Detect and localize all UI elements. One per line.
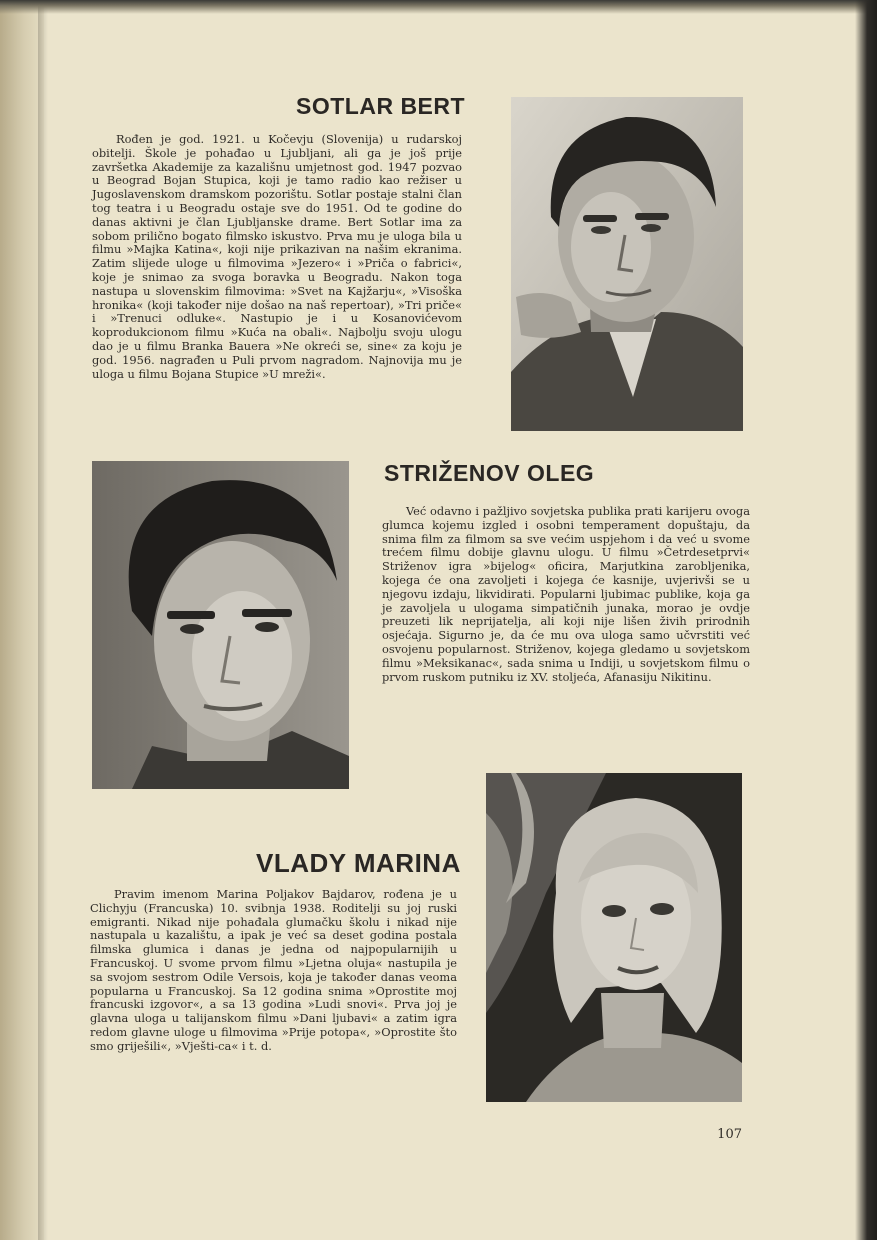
right-page-edge (855, 0, 877, 1240)
photo-vlady-marina (486, 773, 742, 1102)
top-edge (0, 0, 877, 14)
heading-vlady-marina: VLADY MARINA (256, 848, 461, 878)
portrait-image (486, 773, 742, 1102)
page-number: 107 (717, 1127, 742, 1142)
heading-strizenov-oleg: STRIŽENOV OLEG (384, 460, 595, 486)
heading-sotlar-bert: SOTLAR BERT (296, 93, 466, 119)
portrait-image (92, 461, 349, 789)
photo-sotlar-bert (511, 97, 743, 431)
bio-text: Rođen je god. 1921. u Kočevju (Slovenija) u rudarskoj obitelji. Škole je pohađao u Ljubljani, ali ga je još prije završetka Akademije za kazališnu umjetnost god. 1947 pozvao u Beograd Bojan Stupica, koji je tamo radio kao režiser u Jugoslavenskom dramskom pozorištu. Sotlar postaje stalni član tog teatra i u Beogradu ostaje sve do 1951. Od te godine do danas aktivni je član Ljubljanske drame. Bert Sotlar ima za sobom prilično bogato filmsko iskustvo. Prva mu je uloga bila u filmu »Majka Katina«, koji nije prikazivan na našim ekranima. Zatim slijede uloge u filmovima »Jezero« i »Priča o fabrici«, koje je snimao za svoga boravka u Beogradu. Nakon toga nastupa u slovenskim filmovima: »Svet na Kajžarju«, »Visoška hronika« (koji također nije došao na naš repertoar), »Tri priče« i »Trenuci odluke«. Nastupio je i u Kosanovićevom koprodukcionom filmu »Kuća na obali«. Najbolju svoju ulogu dao je u filmu Branka Bauera »Ne okreći se, sine« za koju je god. 1956. nagrađen u Puli prvom nagradom. Najnovija mu je uloga u filmu Bojana Stupice »U mreži«. (92, 132, 462, 381)
portrait-image (511, 97, 743, 431)
bio-text: Pravim imenom Marina Poljakov Bajdarov, rođena je u Clichyju (Francuska) 10. svibnja 1938. Roditelji su joj ruski emigranti. Nikad nije pohađala glumačku školu i nikad nije nastupala u kazalištu, a ipak je već sa deset godina postala filmska glumica i danas je jedna od najpopularnijih u Francuskoj. U svome prvom filmu »Ljetna oluja« nastupila je sa svojom sestrom Odile Versois, koja je također danas veoma popularna u Francuskoj. Sa 12 godina snima »Oprostite moj francuski izgovor«, a sa 13 godina »Ludi snovi«. Prva joj je glavna uloga u talijanskom filmu »Dani ljubavi« a zatim igra redom glavne uloge u filmovima »Prije potopa«, »Oprostite što smo griješili«, »Vješti-ca« i t. d. (90, 887, 457, 1053)
bio-strizenov-oleg (382, 505, 750, 684)
bio-text: Već odavno i pažljivo sovjetska publika prati karijeru ovoga glumca kojemu izgled i osobni temperament dopuštaju, da snima film za filmom sa sve većim uspjehom i da već u svome trećem filmu dobije glavnu ulogu. U filmu »Četrdesetprvi« Striženov igra »bijelog« oficira, Marjutkina zarobljenika, kojega će ona zavoljeti i kojega će kasnije, uvjerivši se u njegovu izdaju, likvidirati. Popularni ljubimac publike, koja ga je zavoljela u ulogama simpatičnih junaka, morao je ovdje preuzeti lik neprijatelja, ali koji nije lišen živih prirodnih osjećaja. Sigurno je, da će mu ova uloga samo učvrstiti već osvojenu popularnost. Striženov, kojega gledamo u sovjetskom filmu »Meksikanac«, sada snima u Indiji, u sovjetskom filmu o prvom ruskom putniku iz XV. stoljeća, Afanasiju Nikitinu. (382, 504, 750, 684)
bio-vlady-marina (90, 888, 457, 1054)
photo-strizenov-oleg (92, 461, 349, 789)
spine-shadow (38, 0, 48, 1240)
bio-sotlar-bert (92, 133, 462, 381)
